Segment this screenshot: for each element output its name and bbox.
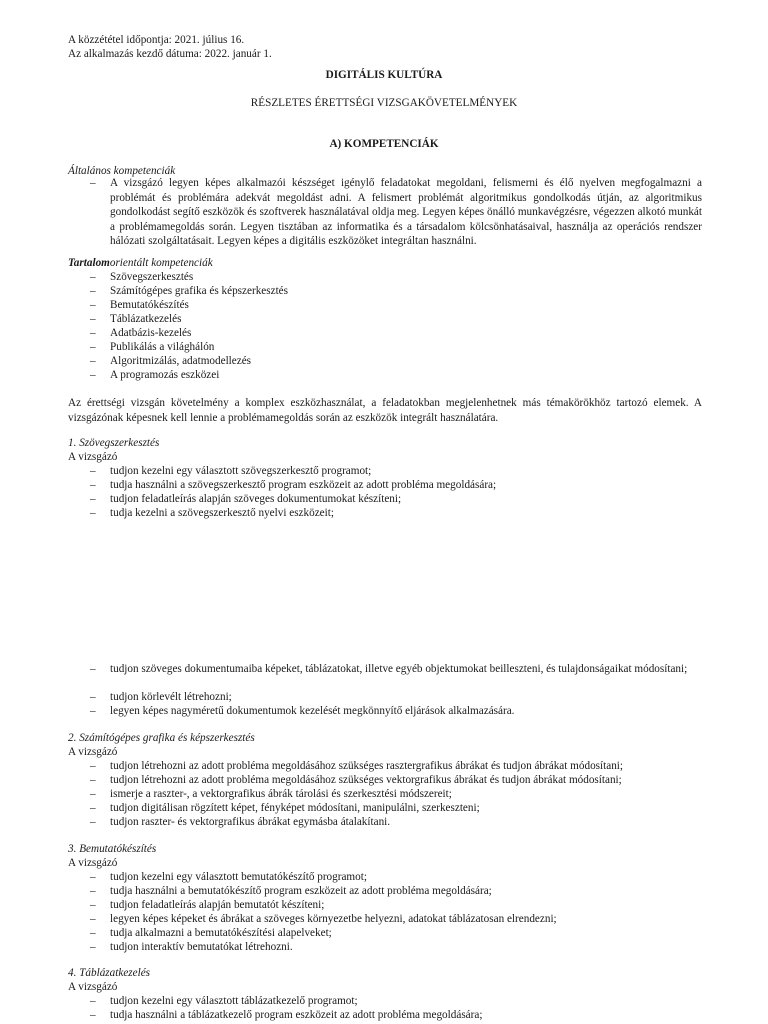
section-3-heading: 3. Bemutatókészítés: [68, 843, 157, 855]
effective-date: Az alkalmazás kezdő dátuma: 2022. január 1.: [68, 48, 272, 60]
list-item: – legyen képes képeket és ábrákat a szöveges környezetbe helyezni, adatokat táblázatosan elrendezni;: [90, 913, 557, 925]
section-3-lead: A vizsgázó: [68, 857, 118, 869]
list-item: – tudjon kezelni egy választott szövegszerkesztő programot;: [90, 465, 372, 477]
list-item: – Táblázatkezelés: [90, 313, 182, 325]
list-item: – tudjon raszter- és vektorgrafikus ábrákat egymásba átalakítani.: [90, 816, 391, 828]
document-subtitle: RÉSZLETES ÉRETTSÉGI VIZSGAKÖVETELMÉNYEK: [250, 97, 518, 109]
publication-date: A közzététel időpontja: 2021. július 16.: [68, 34, 245, 46]
section-a-heading: A) KOMPETENCIÁK: [329, 138, 439, 150]
list-item: – Szövegszerkesztés: [90, 271, 194, 283]
section-4-heading: 4. Táblázatkezelés: [68, 967, 151, 979]
list-item: – ismerje a raszter-, a vektorgrafikus ábrák tárolási és szerkesztési módszereit;: [90, 788, 452, 800]
document-title: DIGITÁLIS KULTÚRA: [325, 69, 443, 81]
list-item: – tudja használni a táblázatkezelő program eszközeit az adott probléma megoldására;: [90, 1009, 483, 1021]
section-1-heading: 1. Szövegszerkesztés: [68, 437, 160, 449]
list-item: – tudja használni a szövegszerkesztő program eszközeit az adott probléma megoldására;: [90, 479, 497, 491]
list-item: – Bemutatókészítés: [90, 299, 189, 311]
section-2-lead: A vizsgázó: [68, 746, 118, 758]
general-competences-heading: Általános kompetenciák: [68, 165, 176, 177]
section-4-lead: A vizsgázó: [68, 981, 118, 993]
list-item: – tudja használni a bemutatókészítő program eszközeit az adott probléma megoldására;: [90, 885, 492, 897]
list-item: – Adatbázis-kezelés: [90, 327, 192, 339]
list-item: – tudjon feladatleírás alapján bemutatót készíteni;: [90, 899, 325, 911]
list-item: – tudjon digitálisan rögzített képet, fényképet módosítani, manipulálni, szerkeszteni;: [90, 802, 480, 814]
intro-paragraph: Az érettségi vizsgán követelmény a komplex eszközhasználat, a feladatokban megjelenhetnek más témakörökhöz tartozó elemek. A vizsgázónak képesnek kell lennie a problémamegoldás során az eszközök integrált használatára.: [68, 397, 702, 424]
list-item: – legyen képes nagyméretű dokumentumok kezelését megkönnyítő eljárások alkalmazására.: [90, 705, 515, 717]
list-item: – tudjon körlevélt létrehozni;: [90, 691, 232, 703]
list-item: – tudjon kezelni egy választott bemutatókészítő programot;: [90, 871, 367, 883]
section-2-heading: 2. Számítógépes grafika és képszerkesztés: [68, 732, 255, 744]
list-item: – Publikálás a világhálón: [90, 341, 215, 353]
bullet-dash: –: [90, 177, 96, 189]
list-item: – tudjon létrehozni az adott probléma megoldásához szükséges vektorgrafikus ábrákat és tudjon ábrákat módosítani;: [90, 774, 622, 786]
general-competences-text: – A vizsgázó legyen képes alkalmazói készséget igénylő feladatokat megoldani, felismerni és élő nyelven megfogalmazni a problémát és problémára adekvát megoldást adni. A felismert problémát algoritmikus gondolkodás útján, az algoritmikus gondolkodást segítő eszközök és szoftverek használatával oldja meg. Legyen képes önálló munkavégzésre, végezzen alkotó munkát a problémamegoldás során. Legyen tisztában az informatika és a társadalom kölcsönhatásaival, használja az operációs rendszer hálózati szolgáltatásait. Legyen képes a digitális eszközöket integráltan használni.: [90, 177, 702, 248]
list-item: – tudja kezelni a szövegszerkesztő nyelvi eszközeit;: [90, 507, 334, 519]
section-1-lead: A vizsgázó: [68, 451, 118, 463]
list-item: – Algoritmizálás, adatmodellezés: [90, 355, 252, 367]
list-item: – tudjon szöveges dokumentumaiba képeket, táblázatokat, illetve egyéb objektumokat beilleszteni, és tulajdonságaikat módosítani;: [90, 663, 688, 675]
list-item: – tudjon létrehozni az adott probléma megoldásához szükséges rasztergrafikus ábrákat és tudjon ábrákat módosítani;: [90, 760, 624, 772]
list-item: – tudjon feladatleírás alapján szöveges dokumentumokat készíteni;: [90, 493, 402, 505]
list-item: – tudja alkalmazni a bemutatókészítési alapelveket;: [90, 927, 332, 939]
content-competences-heading: Tartalomorientált kompetenciák: [68, 257, 213, 269]
list-item: – tudjon kezelni egy választott táblázatkezelő programot;: [90, 995, 358, 1007]
list-item: – tudjon interaktív bemutatókat létrehozni.: [90, 941, 293, 953]
list-item: – Számítógépes grafika és képszerkesztés: [90, 285, 288, 297]
list-item: – A programozás eszközei: [90, 369, 220, 381]
